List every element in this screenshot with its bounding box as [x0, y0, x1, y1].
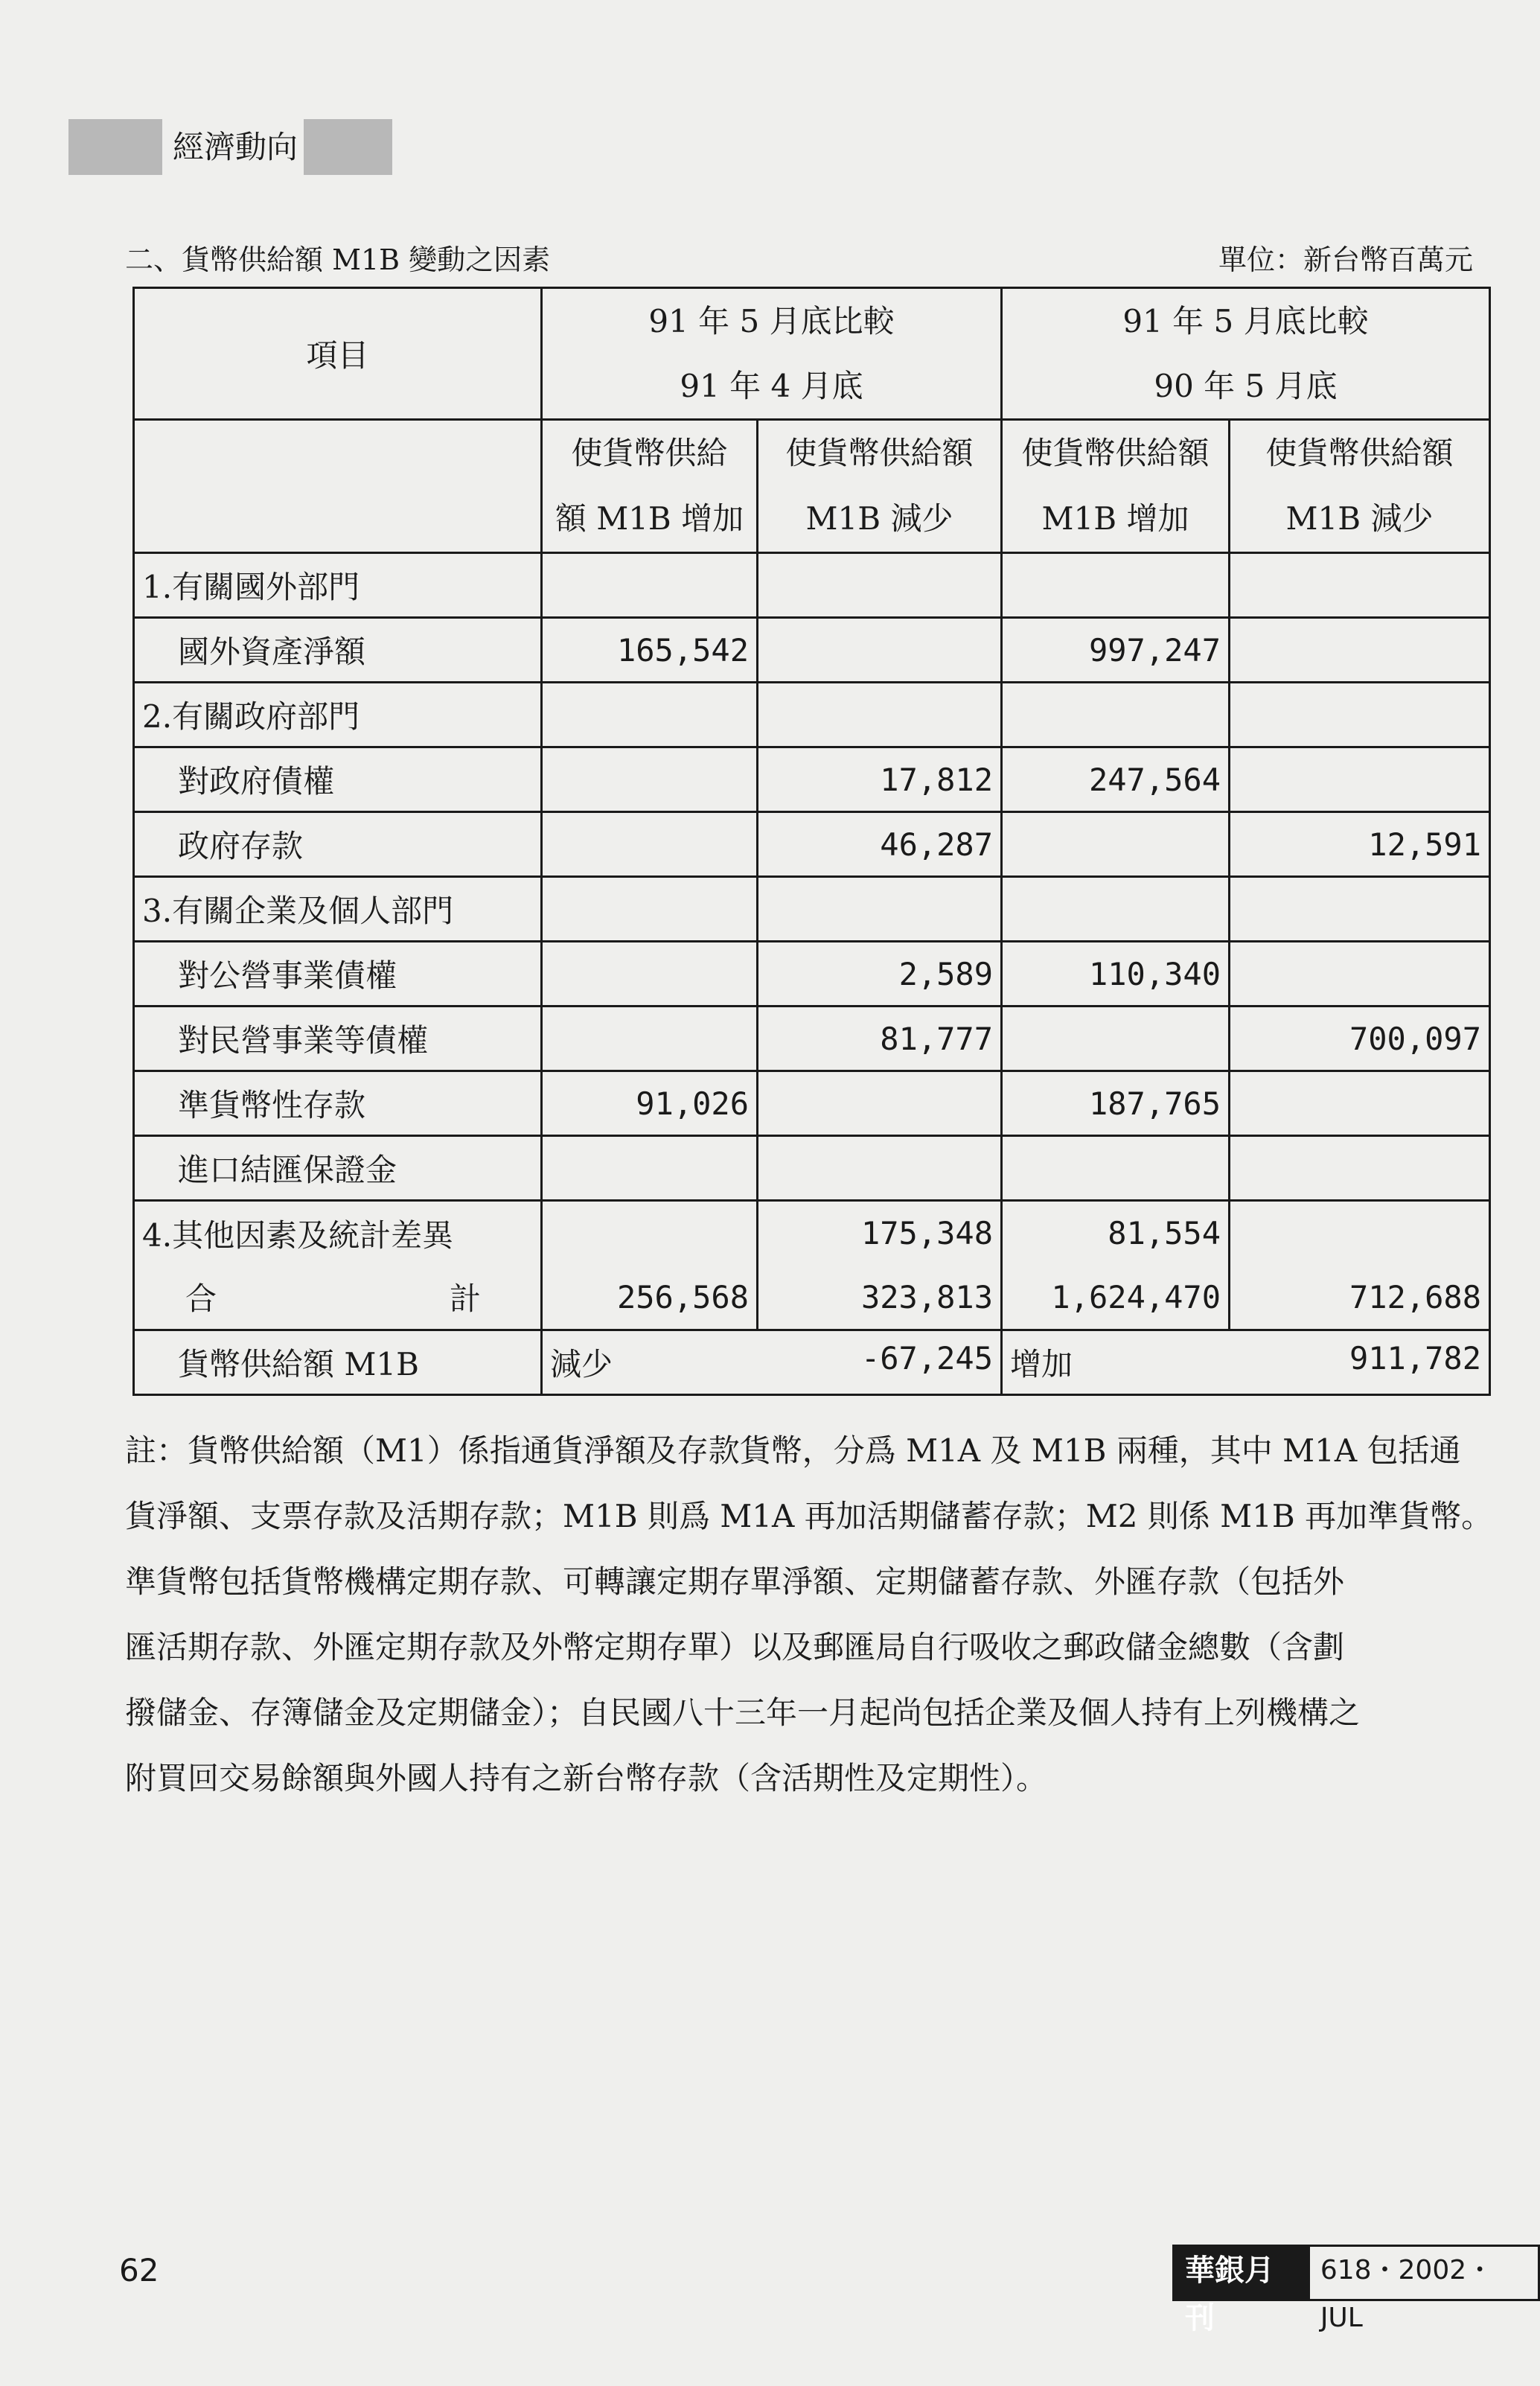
table-row: 對政府債權 17,812 247,564 — [134, 747, 1490, 812]
table-row: 對公營事業債權 2,589 110,340 — [134, 942, 1490, 1007]
publication-name: 華銀月刊 — [1175, 2247, 1310, 2299]
section-label: 經濟動向 — [162, 119, 304, 175]
table-title: 二、貨幣供給額 M1B 變動之因素 — [125, 243, 551, 276]
table-row: 2.有關政府部門 — [134, 683, 1490, 747]
header-group-2: 91 年 5 月底比較 90 年 5 月底 — [1002, 288, 1490, 420]
table-row: 1.有關國外部門 — [134, 553, 1490, 618]
m1b-direction-1: 減少 — [550, 1346, 613, 1382]
note-line: 準貨幣包括貨幣機構定期存款、可轉讓定期存單淨額、定期儲蓄存款、外匯存款（包括外 — [125, 1563, 1345, 1600]
m1b-direction-2: 增加 — [1010, 1346, 1073, 1382]
m1b-factors-table — [132, 287, 1491, 1396]
header-sub-3: 使貨幣供給額 M1B 增加 — [1002, 420, 1230, 553]
page-number: 62 — [119, 2252, 159, 2288]
note-line: 註：貨幣供給額（M1）係指通貨淨額及存款貨幣，分爲 M1A 及 M1B 兩種，其中 M1A 包括通 — [125, 1432, 1461, 1469]
header-group-1: 91 年 5 月底比較 91 年 4 月底 — [542, 288, 1002, 420]
table-row: 準貨幣性存款 91,026 187,765 — [134, 1071, 1490, 1136]
table-row: 進口結匯保證金 — [134, 1136, 1490, 1201]
publication-footer — [1172, 2245, 1540, 2335]
note-line: 貨淨額、支票存款及活期存款；M1B 則爲 M1A 再加活期儲蓄存款；M2 則係 M1B 再加準貨幣。 — [125, 1498, 1493, 1534]
header-sub-1: 使貨幣供給 額 M1B 增加 — [542, 420, 758, 553]
table-row: 政府存款 46,287 12,591 — [134, 812, 1490, 877]
table-row: 4.其他因素及統計差異 175,348 81,554 — [134, 1201, 1490, 1266]
m1b-value-1: -67,245 — [860, 1340, 993, 1377]
total-row: 合 計 256,568 323,813 1,624,470 712,688 — [134, 1266, 1490, 1330]
publication-issue: 618・2002・JUL — [1320, 2255, 1494, 2333]
table-row: 國外資產淨額 165,542 997,247 — [134, 618, 1490, 683]
note-line: 撥儲金、存簿儲金及定期儲金）；自民國八十三年一月起尚包括企業及個人持有上列機構之 — [125, 1694, 1361, 1731]
table-row: 對民營事業等債權 81,777 700,097 — [134, 1007, 1490, 1071]
table-row: 3.有關企業及個人部門 — [134, 877, 1490, 942]
m1b-value-2: 911,782 — [1349, 1340, 1481, 1377]
m1b-row: 貨幣供給額 M1B 減少 -67,245 增加 911,782 — [134, 1330, 1490, 1395]
header-sub-4: 使貨幣供給額 M1B 減少 — [1230, 420, 1490, 553]
header-sub-2: 使貨幣供給額 M1B 減少 — [758, 420, 1002, 553]
note-line: 附買回交易餘額與外國人持有之新台幣存款（含活期性及定期性）。 — [125, 1760, 1048, 1796]
unit-label: 單位：新台幣百萬元 — [1218, 243, 1473, 276]
note-line: 匯活期存款、外匯定期存款及外幣定期存單）以及郵匯局自行吸收之郵政儲金總數（含劃 — [125, 1629, 1345, 1665]
footnote — [125, 1418, 1495, 1811]
header-item: 項目 — [134, 288, 542, 420]
